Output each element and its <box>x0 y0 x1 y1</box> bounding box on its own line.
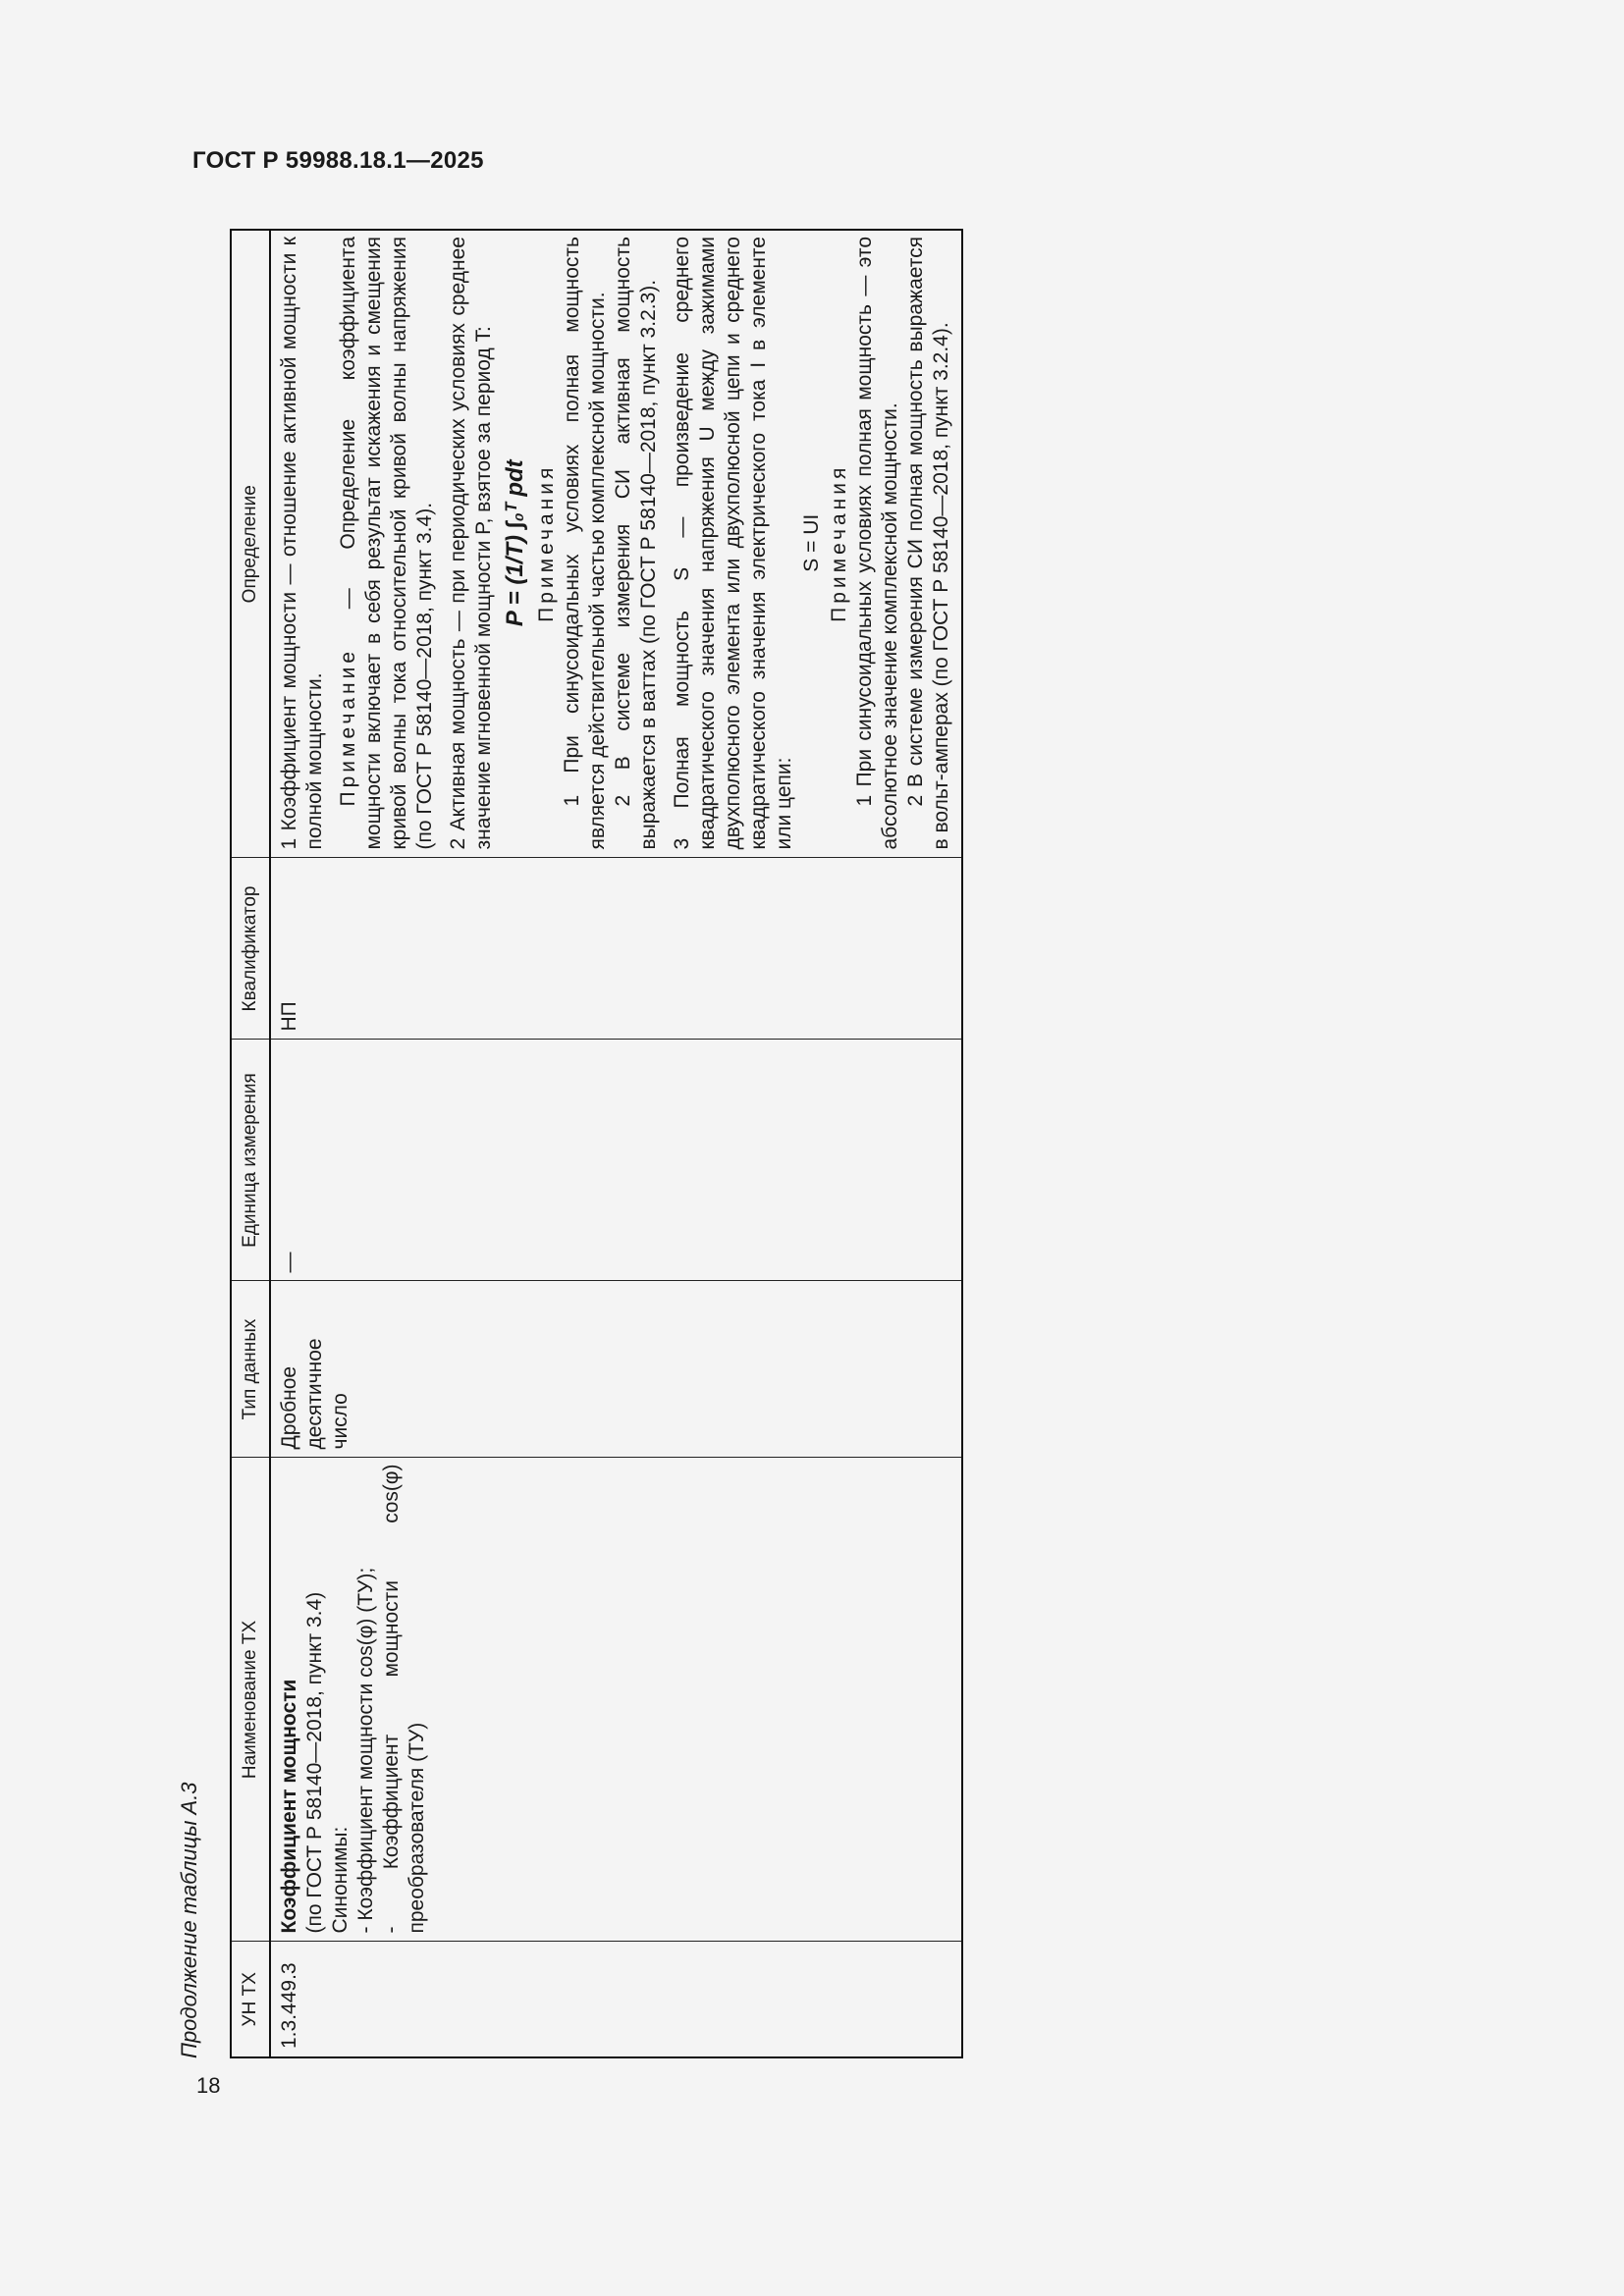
synonym-item: - Коэффициент мощности cos(φ) (ТУ); <box>354 1567 378 1934</box>
table-header-row <box>231 230 270 2057</box>
cell-id <box>270 1942 962 2057</box>
formula-apparent-power: S = UI <box>800 513 824 572</box>
qualifier-value: НП <box>278 1001 300 1032</box>
notes-heading: Примечания <box>535 463 558 622</box>
row-id: 1.3.449.3 <box>278 1962 300 2049</box>
table-row <box>270 230 962 2057</box>
column-header-data-type: Тип данных <box>231 1281 270 1458</box>
definition-note: 2 В системе измерения СИ полная мощность выражается в вольт-амперах (по ГОСТ Р 58140—2018, пункт 3.2.4). <box>904 237 953 850</box>
column-header-definition: Определение <box>231 230 270 858</box>
synonym-item: - Коэффициент мощности cos(φ) преобразователя (ТУ) <box>380 1464 429 1934</box>
definition-paragraph: 3 Полная мощность S — произведение среднего квадратического значения напряжения U между зажимами двухполюсного элемента или двухполюсной цепи и среднего квадратического значения электрического тока I в элементе или цепи: <box>671 237 796 850</box>
note-heading: Примечание <box>337 647 360 807</box>
term-title: Коэффициент мощности <box>278 1679 300 1934</box>
definition-note: 2 В системе измерения СИ активная мощность выражается в ваттах (по ГОСТ Р 58140—2018, пункт 3.2.3). <box>612 237 661 850</box>
term-source: (по ГОСТ Р 58140—2018, пункт 3.4) <box>303 1591 327 1934</box>
cell-data-type <box>270 1281 962 1458</box>
note-text: — Определение коэффициента мощности включает в себя результат искажения и смещения кривой волны тока относительной кривой волны напряжения (по ГОСТ Р 58140—2018, пункт 3.4). <box>337 237 437 850</box>
document-code: ГОСТ Р 59988.18.1—2025 <box>192 147 484 174</box>
page-number: 18 <box>196 2073 221 2098</box>
column-header-qualifier: Квалификатор <box>231 858 270 1040</box>
column-header-id: УН ТХ <box>231 1942 270 2057</box>
formula-active-power: P = (1/T) ∫₀ᵀ pdt <box>502 459 529 627</box>
definition-paragraph: 2 Активная мощность — при периодических условиях среднее значение мгновенной мощности P, взятое за период T: <box>447 237 496 850</box>
definition-paragraph: 1 Коэффициент мощности — отношение активной мощности к полной мощности. <box>278 237 327 850</box>
notes-heading: Примечания <box>828 463 851 622</box>
definition-note <box>336 237 438 850</box>
definitions-table <box>230 229 963 2058</box>
column-header-unit: Единица измерения <box>231 1040 270 1281</box>
cell-definition <box>270 230 962 858</box>
definition-note: 1 При синусоидальных условиях полная мощность является действительной частью комплексной мощности. <box>561 237 610 850</box>
cell-unit <box>270 1040 962 1281</box>
cell-qualifier <box>270 858 962 1040</box>
column-header-name: Наименование ТХ <box>231 1458 270 1942</box>
data-type-value: Дробное десятичное число <box>278 1338 352 1450</box>
definition-note: 1 При синусоидальных условиях полная мощность — это абсолютное значение комплексной мощности. <box>853 237 902 850</box>
unit-value: — <box>278 1252 300 1273</box>
table-caption: Продолжение таблицы А.3 <box>177 1782 201 2058</box>
cell-name <box>270 1458 962 1942</box>
synonyms-label: Синонимы: <box>329 1826 352 1934</box>
